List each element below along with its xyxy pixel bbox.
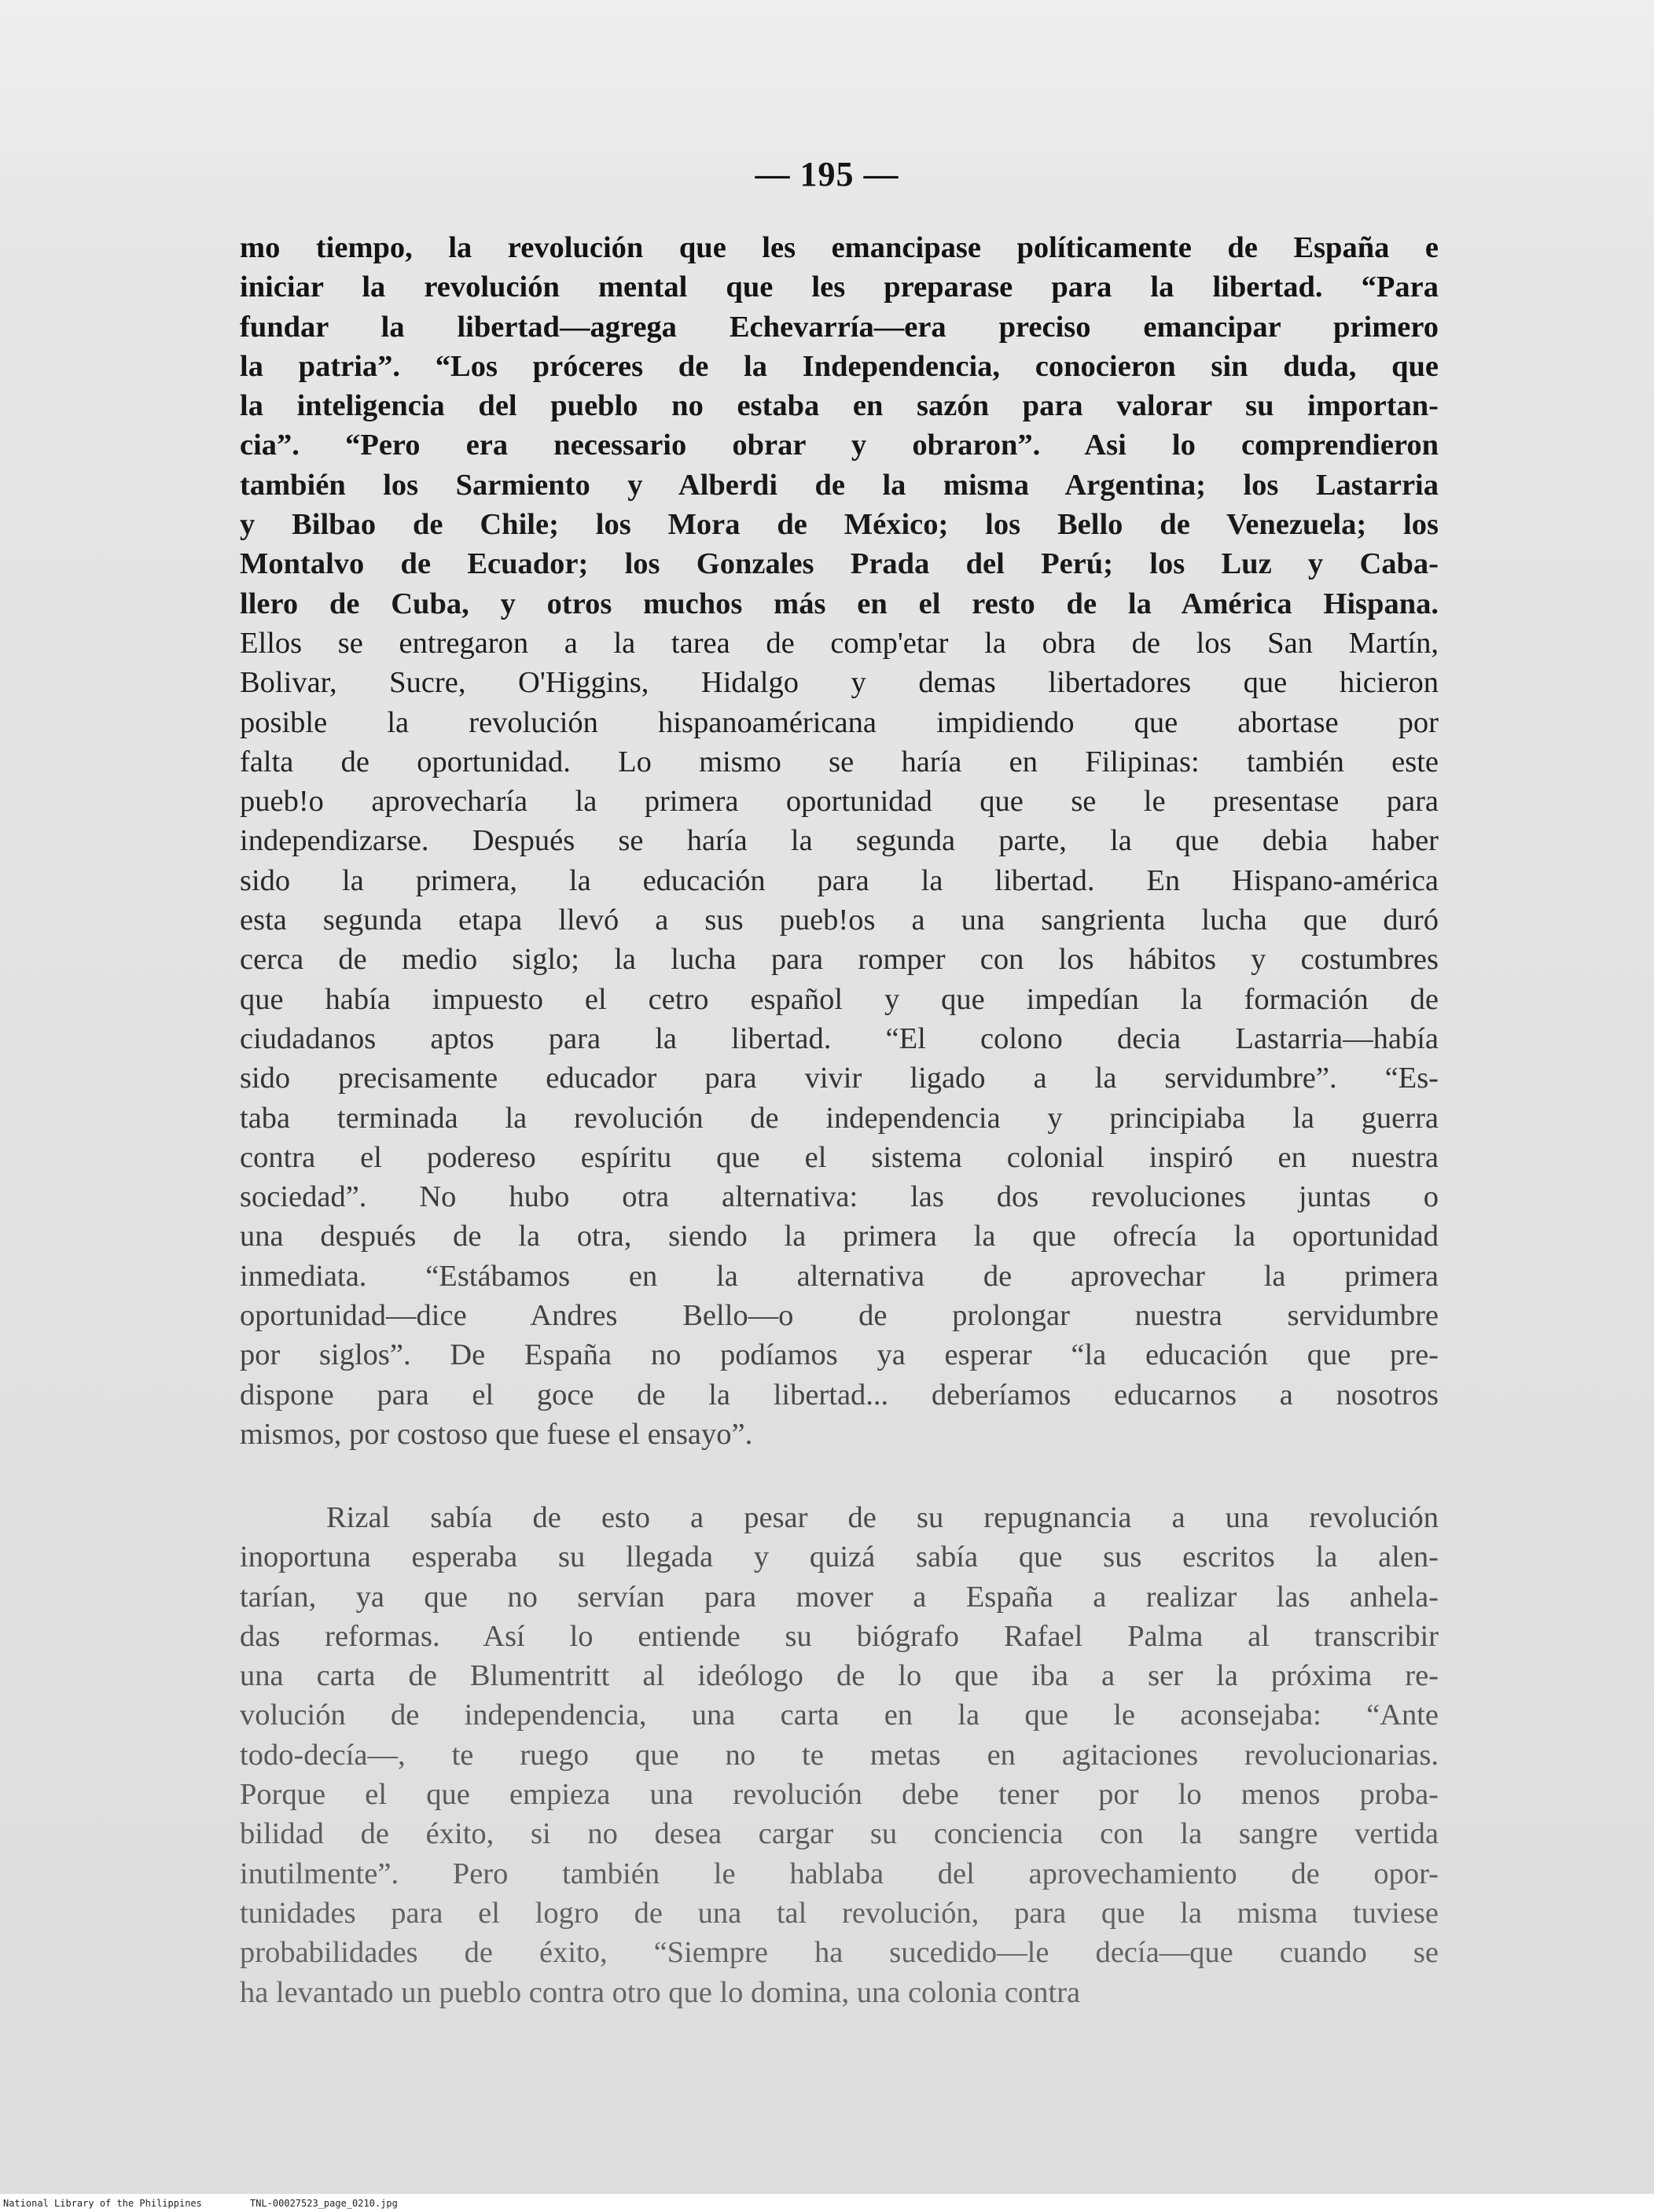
paragraph-2	[240, 1498, 1439, 2012]
text-line: cerca de medio siglo; la lucha para romper con los hábitos y costumbres	[240, 943, 1439, 977]
text-line: dispone para el goce de la libertad... deberíamos educarnos a nosotros	[240, 1378, 1439, 1411]
text-line: tunidades para el logro de una tal revolución, para que la misma tuviese	[240, 1896, 1439, 1930]
text-line: falta de oportunidad. Lo mismo se haría en Filipinas: también este	[240, 745, 1439, 778]
text-line: posible la revolución hispanoaméricana impidiendo que abortase por	[240, 705, 1439, 739]
text-line: por siglos”. De España no podíamos ya esperar “la educación que pre-	[240, 1338, 1439, 1372]
text-line: también los Sarmiento y Alberdi de la misma Argentina; los Lastarria	[240, 468, 1439, 502]
text-line: inmediata. “Estábamos en la alternativa de aprovechar la primera	[240, 1259, 1439, 1293]
text-line: Montalvo de Ecuador; los Gonzales Prada del Perú; los Luz y Caba-	[240, 547, 1439, 581]
text-line: mismos, por costoso que fuese el ensayo”.	[240, 1417, 753, 1451]
text-line: taba terminada la revolución de independencia y principiaba la guerra	[240, 1101, 1439, 1135]
text-line: Ellos se entregaron a la tarea de comp'etar la obra de los San Martín,	[240, 626, 1439, 660]
text-line: la patria”. “Los próceres de la Independencia, conocieron sin duda, que	[240, 349, 1439, 383]
scan-footer	[0, 2195, 1654, 2212]
text-line: que había impuesto el cetro español y que impedían la formación de	[240, 982, 1439, 1016]
text-line: y Bilbao de Chile; los Mora de México; los Bello de Venezuela; los	[240, 508, 1439, 542]
text-line: sido la primera, la educación para la libertad. En Hispano-américa	[240, 863, 1439, 897]
text-line: inoportuna esperaba su llegada y quizá sabía que sus escritos la alen-	[240, 1540, 1439, 1574]
text-line: probabilidades de éxito, “Siempre ha sucedido—le decía—que cuando se	[240, 1936, 1439, 1970]
text-line: iniciar la revolución mental que les preparase para la libertad. “Para	[240, 271, 1439, 304]
text-line: inutilmente”. Pero también le hablaba del aprovechamiento de opor-	[240, 1857, 1439, 1890]
text-line: Rizal sabía de esto a pesar de su repugnancia a una revolución	[326, 1501, 1439, 1534]
text-line: independizarse. Después se haría la segunda parte, la que debia haber	[240, 824, 1439, 858]
text-line: una carta de Blumentritt al ideólogo de lo que iba a ser la próxima re-	[240, 1659, 1439, 1693]
text-line: sociedad”. No hubo otra alternativa: las dos revoluciones juntas o	[240, 1180, 1439, 1214]
text-line: la inteligencia del pueblo no estaba en sazón para valorar su importan-	[240, 389, 1439, 423]
text-line: llero de Cuba, y otros muchos más en el resto de la América Hispana.	[240, 587, 1439, 620]
page-number: — 195 —	[755, 155, 899, 193]
text-line: ha levantado un pueblo contra otro que lo domina, una colonia contra	[240, 1975, 1081, 2009]
text-line: cia”. “Pero era necessario obrar y obraron”. Asi lo comprendieron	[240, 429, 1439, 462]
text-line: sido precisamente educador para vivir ligado a la servidumbre”. “Es-	[240, 1062, 1439, 1095]
text-line: tarían, ya que no servían para mover a España a realizar las anhela-	[240, 1580, 1439, 1614]
text-line: mo tiempo, la revolución que les emancipase políticamente de España e	[240, 231, 1439, 264]
text-line: contra el podereso espíritu que el sistema colonial inspiró en nuestra	[240, 1140, 1439, 1174]
text-line: esta segunda etapa llevó a sus pueb!os a una sangrienta lucha que duró	[240, 904, 1439, 937]
text-line: pueb!o aprovecharía la primera oportunidad que se le presentase para	[240, 785, 1439, 819]
text-line: oportunidad—dice Andres Bello—o de prolongar nuestra servidumbre	[240, 1299, 1439, 1333]
text-line: fundar la libertad—agrega Echevarría—era preciso emancipar primero	[240, 310, 1439, 344]
text-line: bilidad de éxito, si no desea cargar su conciencia con la sangre vertida	[240, 1817, 1439, 1851]
text-line: una después de la otra, siendo la primera la que ofrecía la oportunidad	[240, 1220, 1439, 1253]
paragraph-1	[240, 228, 1439, 1454]
text-line: das reformas. Así lo entiende su biógrafo Rafael Palma al transcribir	[240, 1619, 1439, 1653]
text-line: volución de independencia, una carta en la que le aconsejaba: “Ante	[240, 1699, 1439, 1732]
text-line: todo-decía—, te ruego que no te metas en agitaciones revolucionarias.	[240, 1738, 1439, 1772]
text-line: Porque el que empieza una revolución debe tener por lo menos proba-	[240, 1778, 1439, 1812]
text-line: Bolivar, Sucre, O'Higgins, Hidalgo y demas libertadores que hicieron	[240, 666, 1439, 700]
footer-filename: TNL-00027523_page_0210.jpg	[250, 2198, 398, 2209]
footer-library: National Library of the Philippines	[3, 2198, 202, 2209]
text-line: ciudadanos aptos para la libertad. “El colono decia Lastarria—había	[240, 1021, 1439, 1055]
